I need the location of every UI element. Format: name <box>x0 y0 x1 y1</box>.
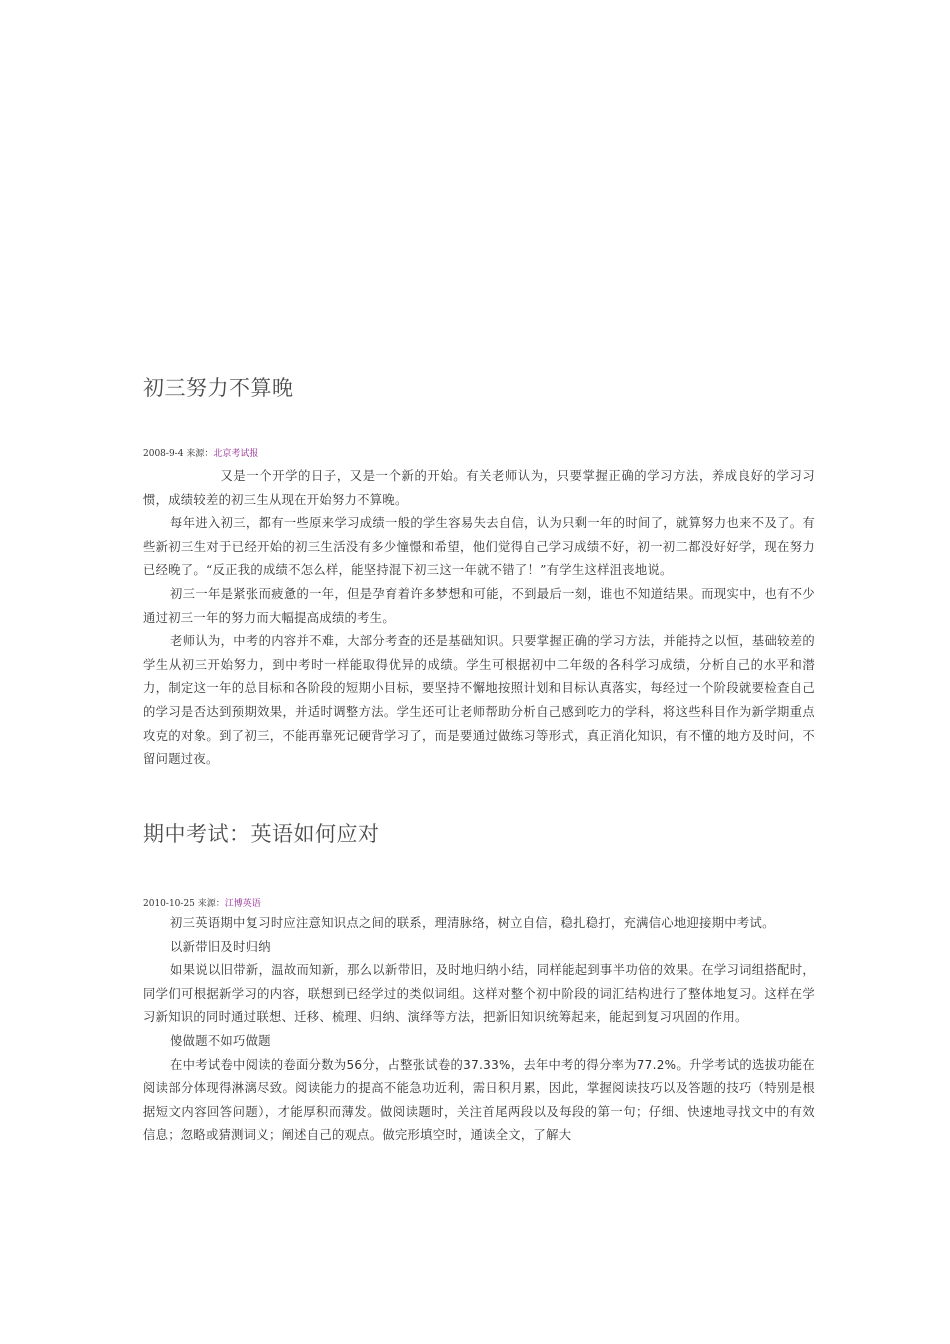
section-heading: 以新带旧及时归纳 <box>170 939 271 954</box>
article-2-intro: 初三英语期中复习时应注意知识点之间的联系，理清脉络，树立自信，稳扎稳打，充满信心地迎接期中考试。 <box>170 916 775 930</box>
article-1-paragraph: 初三一年是紧张而疲惫的一年，但是孕育着许多梦想和可能，不到最后一刻，谁也不知道结果。而现实中，也有不少通过初三一年的努力而大幅提高成绩的考生。 <box>143 586 815 625</box>
score-rate-percent: 77.2% <box>636 1057 677 1072</box>
article-2-date: 2010-10-25 <box>143 899 195 909</box>
article-1-paragraph: 又是一个开学的日子，又是一个新的开始。有关老师认为，只要掌握正确的学习方法，养成良好的学习习惯，成绩较差的初三生从现在开始努力不算晚。 <box>143 469 815 507</box>
article-1-paragraph: 老师认为，中考的内容并不难，大部分考查的还是基础知识。只要掌握正确的学习方法，并能持之以恒，基础较差的学生从初三开始努力，到中考时一样能取得优异的成绩。学生可根据初中二年级的各科学习成绩，分析自己的水平和潜力，制定这一年的总目标和各阶段的短期小目标，要坚持不懈地按照计划和目标认真落实，每经过一个阶段就要检查自己的学习是否达到预期效果，并适时调整方法。学生还可让老师帮助分析自己感到吃力的学科，将这些科目作为新学期重点攻克的对象。到了初三，不能再靠死记硬背学习了，而是要通过做练习等形式，真正消化知识，有不懂的地方及时问，不留问题过夜。 <box>143 634 815 767</box>
reading-share-percent: 37.33% <box>463 1057 511 1072</box>
text-segment: 在中考试卷中阅读的卷面分数为 <box>170 1057 347 1072</box>
text-segment: 分，占整张试卷的 <box>362 1057 464 1072</box>
article-1-source-link[interactable]: 北京考试报 <box>213 449 259 459</box>
article-1-paragraph: 每年进入初三，都有一些原来学习成绩一般的学生容易失去自信，认为只剩一年的时间了，就算努力也来不及了。有些新初三生对于已经开始的初三生活没有多少憧憬和希望，他们觉得自己学习成绩不好，初一初二都没好好学，现在努力已经晚了。“反正我的成绩不怎么样，能坚持混下初三这一年就不错了！”有学生这样沮丧地说。 <box>143 516 815 578</box>
article-2-source-link[interactable]: 江博英语 <box>224 899 261 909</box>
article-1-date: 2008-9-4 <box>143 449 184 459</box>
article-2-source-label: 来源： <box>197 899 225 909</box>
text-segment: 。升学考试的选拔功能在阅读部分体现得淋漓尽致。阅读能力的提高不能急功近利，需日积月累，因此，掌握阅读技巧以及答题的技巧（特别是根据短文内容回答问题），才能厚积而薄发。做阅读题时，关注首尾两段以及每段的第一句；仔细、快速地寻找文中的有效信息；忽略或猜测词义；阐述自己的观点。做完形填空时，通读全文，了解大 <box>143 1057 815 1143</box>
article-1-title: 初三努力不算晚 <box>143 376 294 400</box>
section-heading: 傻做题不如巧做题 <box>170 1033 271 1048</box>
article-2-body <box>143 912 815 1148</box>
section-paragraph: 如果说以旧带新，温故而知新，那么以新带旧，及时地归纳小结，同样能起到事半功倍的效果。在学习词组搭配时，同学们可根据新学习的内容，联想到已经学过的类似词组。这样对整个初中阶段的词汇结构进行了整体地复习。这样在学习新知识的同时通过联想、迁移、梳理、归纳、演绎等方法，把新旧知识统筹起来，能起到复习巩固的作用。 <box>143 963 815 1025</box>
article-1-meta <box>143 446 258 459</box>
article-2-meta <box>143 896 261 909</box>
reading-score: 56 <box>346 1057 363 1072</box>
article-2-title: 期中考试：英语如何应对 <box>143 822 380 846</box>
section-paragraph <box>143 1054 815 1148</box>
text-segment: ，去年中考的得分率为 <box>510 1057 637 1072</box>
article-1-body <box>143 465 815 772</box>
article-1-source-label: 来源： <box>186 449 214 459</box>
